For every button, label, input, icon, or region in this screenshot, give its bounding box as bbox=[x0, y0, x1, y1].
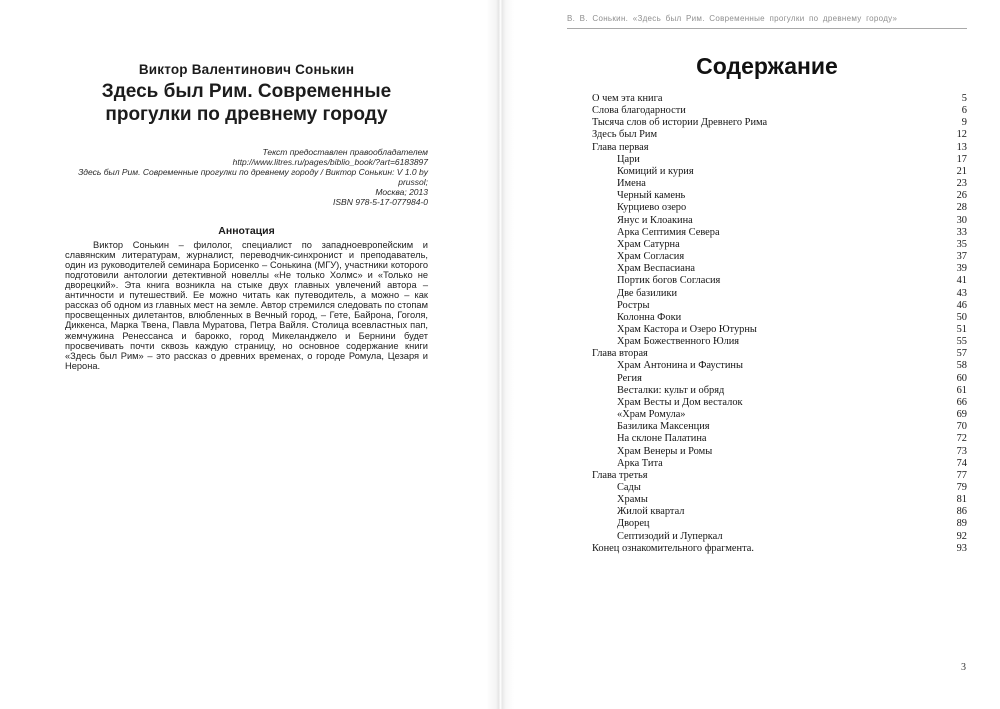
toc-entry-title[interactable]: Черный камень bbox=[617, 190, 686, 202]
running-header: В. В. Сонькин. «Здесь был Рим. Современные прогулки по древнему городу» bbox=[567, 14, 967, 29]
toc-entry-title[interactable]: Арка Септимия Севера bbox=[617, 226, 720, 238]
toc-entry-page: 70 bbox=[956, 421, 967, 433]
toc-row bbox=[592, 409, 967, 421]
toc-entry-title[interactable]: Две базилики bbox=[617, 287, 678, 299]
toc-row bbox=[592, 543, 967, 555]
credit-line: ISBN 978-5-17-077984-0 bbox=[333, 196, 428, 207]
toc-row bbox=[592, 458, 967, 470]
toc-entry-page: 23 bbox=[956, 178, 967, 190]
toc-entry-title[interactable]: Цари bbox=[617, 153, 640, 165]
author-name: Виктор Валентинович Сонькин bbox=[138, 62, 355, 77]
toc-entry-title[interactable]: Глава вторая bbox=[592, 348, 648, 360]
toc-entry-page: 26 bbox=[956, 190, 967, 202]
toc-entry-page: 43 bbox=[956, 287, 967, 299]
toc-entry-title[interactable]: Храмы bbox=[617, 494, 648, 506]
toc-entry-title[interactable]: Глава третья bbox=[592, 469, 648, 481]
toc-entry-title[interactable]: Тысяча слов об истории Древнего Рима bbox=[592, 117, 768, 129]
toc-heading: Содержание bbox=[696, 53, 838, 79]
toc-entry-page: 60 bbox=[956, 372, 967, 384]
toc-row bbox=[592, 215, 967, 227]
toc-entry-page: 58 bbox=[956, 360, 967, 372]
toc-entry-page: 86 bbox=[956, 506, 967, 518]
toc-row bbox=[592, 239, 967, 251]
toc-row bbox=[592, 446, 967, 458]
toc-entry-page: 89 bbox=[956, 518, 967, 530]
credit-line: Москва; 2013 bbox=[375, 186, 428, 197]
toc-entry-page: 74 bbox=[956, 457, 967, 469]
book-title-line1: Здесь был Рим. Современные bbox=[101, 81, 392, 102]
toc-row bbox=[592, 470, 967, 482]
toc-entry-page: 13 bbox=[956, 141, 967, 153]
toc-entry-title[interactable]: Храм Венеры и Ромы bbox=[617, 445, 713, 457]
toc-entry-page: 37 bbox=[956, 251, 967, 263]
toc-entry-title[interactable]: На склоне Палатина bbox=[617, 433, 707, 445]
credit-line-url: http://www.litres.ru/pages/biblio_book/?art=6183897 bbox=[232, 156, 428, 167]
toc-entry-title[interactable]: Слова благодарности bbox=[592, 105, 686, 117]
toc-row bbox=[592, 275, 967, 287]
toc-entry-title[interactable]: Курциево озеро bbox=[617, 202, 687, 214]
toc-entry-title[interactable]: Здесь был Рим bbox=[592, 129, 658, 141]
toc-entry-page: 66 bbox=[956, 396, 967, 408]
table-of-contents bbox=[592, 93, 967, 555]
toc-entry-page: 39 bbox=[956, 263, 967, 275]
toc-row bbox=[592, 117, 967, 129]
toc-entry-page: 28 bbox=[956, 202, 967, 214]
contents-page bbox=[500, 0, 1000, 709]
toc-row bbox=[592, 336, 967, 348]
annotation-text: Виктор Сонькин – филолог, специалист по западноевропейским и славянским литературам, журналист, переводчик-синхронист и преподаватель, один из руководителей семинара Борисенко – Сонькина (МГУ), участники которого подготовили антологии детективной новеллы «Не только Холмс» и «Только не дворецкий». Эта книга возникла на стыке двух главных увлечений автора – античности и путешествий. Ее можно читать как путеводитель, а можно – как рассказ об одном из главных мест на земле. Автор стремился следовать по стопам просвещенных дилетантов, влюбленных в Вечный город, – Гете, Байрона, Гоголя, Диккенса, Марка Твена, Павла Муратова, Петра Вайля. Столица всевластных пап, жемчужина Ренессанса и барокко, город Микеланджело и Бернини будет просвечивать почти сквозь каждую страницу, но основное содержание книги «Здесь был Рим» – это рассказ о древних временах, о городе Ромула, Цезаря и Нерона. bbox=[65, 239, 428, 371]
toc-entry-page: 57 bbox=[956, 348, 967, 360]
toc-entry-page: 33 bbox=[956, 226, 967, 238]
toc-entry-page: 61 bbox=[956, 384, 967, 396]
toc-entry-title[interactable]: Весталки: культ и обряд bbox=[617, 384, 725, 396]
toc-row bbox=[592, 227, 967, 239]
toc-entry-title[interactable]: О чем эта книга bbox=[592, 93, 663, 104]
toc-row bbox=[592, 433, 967, 445]
toc-row bbox=[592, 494, 967, 506]
page-number: 3 bbox=[961, 662, 966, 673]
toc-entry-title[interactable]: Храм Кастора и Озеро Ютурны bbox=[617, 323, 757, 335]
toc-entry-page: 81 bbox=[956, 494, 967, 506]
toc-entry-title[interactable]: Храм Согласия bbox=[617, 251, 685, 263]
toc-entry-page: 72 bbox=[956, 433, 967, 445]
toc-row bbox=[592, 129, 967, 141]
toc-entry-title[interactable]: Септизодий и Луперкал bbox=[617, 530, 723, 542]
toc-entry-title[interactable]: Портик богов Согласия bbox=[617, 275, 721, 287]
toc-entry-title[interactable]: Храм Антонина и Фаустины bbox=[617, 360, 743, 372]
toc-entry-page: 12 bbox=[956, 129, 967, 141]
toc-row bbox=[592, 190, 967, 202]
toc-entry-title[interactable]: Сады bbox=[617, 482, 641, 493]
toc-entry-page: 30 bbox=[956, 214, 967, 226]
toc-entry-title[interactable]: «Храм Ромула» bbox=[617, 409, 686, 421]
toc-entry-page: 17 bbox=[956, 153, 967, 165]
credit-line: Здесь был Рим. Современные прогулки по древнему городу / Виктор Сонькин: V 1.0 by prussol; bbox=[78, 166, 428, 187]
toc-entry-title[interactable]: Храм Божественного Юлия bbox=[617, 336, 740, 348]
toc-row bbox=[592, 360, 967, 372]
toc-entry-page: 6 bbox=[961, 105, 967, 117]
toc-entry-title[interactable]: Храм Веспасиана bbox=[617, 263, 696, 275]
toc-entry-page: 46 bbox=[956, 299, 967, 311]
toc-entry-page: 41 bbox=[956, 275, 967, 287]
book-title bbox=[65, 81, 428, 127]
toc-entry-page: 69 bbox=[956, 409, 967, 421]
toc-row bbox=[592, 482, 967, 494]
toc-entry-page: 5 bbox=[961, 93, 967, 104]
toc-entry-page: 50 bbox=[956, 311, 967, 323]
toc-row bbox=[592, 373, 967, 385]
toc-row bbox=[592, 397, 967, 409]
toc-entry-page: 77 bbox=[956, 469, 967, 481]
toc-entry-title[interactable]: Дворец bbox=[617, 518, 650, 530]
toc-entry-title[interactable]: Комиций и курия bbox=[617, 165, 694, 177]
toc-row bbox=[592, 263, 967, 275]
toc-entry-page: 35 bbox=[956, 238, 967, 250]
toc-row bbox=[592, 105, 967, 117]
toc-row bbox=[592, 385, 967, 397]
toc-row bbox=[592, 288, 967, 300]
toc-entry-page: 55 bbox=[956, 336, 967, 348]
toc-row bbox=[592, 300, 967, 312]
toc-row bbox=[592, 251, 967, 263]
toc-entry-title[interactable]: Храм Сатурна bbox=[617, 238, 680, 250]
toc-row bbox=[592, 324, 967, 336]
toc-entry-title[interactable]: Регия bbox=[617, 372, 642, 384]
toc-entry-title[interactable]: Конец ознакомительного фрагмента. bbox=[592, 542, 754, 554]
publication-credits bbox=[65, 147, 428, 207]
toc-entry-title[interactable]: Имена bbox=[617, 178, 646, 190]
toc-entry-page: 51 bbox=[956, 323, 967, 335]
toc-row bbox=[592, 166, 967, 178]
toc-entry-title[interactable]: Храм Весты и Дом весталок bbox=[617, 396, 743, 408]
book-title-line2: прогулки по древнему городу bbox=[105, 103, 388, 125]
toc-entry-title[interactable]: Жилой квартал bbox=[617, 506, 685, 518]
toc-entry-title[interactable]: Глава первая bbox=[592, 141, 649, 153]
toc-entry-title[interactable]: Колонна Фоки bbox=[617, 311, 682, 323]
toc-row bbox=[592, 506, 967, 518]
toc-entry-page: 9 bbox=[961, 117, 967, 129]
toc-entry-page: 92 bbox=[956, 530, 967, 542]
toc-row bbox=[592, 154, 967, 166]
toc-row bbox=[592, 348, 967, 360]
toc-entry-title[interactable]: Арка Тита bbox=[617, 457, 663, 469]
toc-entry-title[interactable]: Базилика Максенция bbox=[617, 421, 710, 433]
toc-row bbox=[592, 93, 967, 105]
toc-entry-page: 73 bbox=[956, 445, 967, 457]
toc-row bbox=[592, 202, 967, 214]
toc-row bbox=[592, 518, 967, 530]
toc-row bbox=[592, 142, 967, 154]
toc-row bbox=[592, 421, 967, 433]
toc-entry-page: 79 bbox=[956, 482, 967, 493]
toc-entry-page: 93 bbox=[956, 542, 967, 554]
toc-entry-page: 21 bbox=[956, 165, 967, 177]
annotation-heading: Аннотация bbox=[218, 224, 275, 237]
toc-row bbox=[592, 312, 967, 324]
toc-row bbox=[592, 531, 967, 543]
credit-line: Текст предоставлен правообладателем bbox=[262, 146, 428, 157]
toc-entry-title[interactable]: Ростры bbox=[617, 299, 650, 311]
toc-entry-title[interactable]: Янус и Клоакина bbox=[617, 214, 693, 226]
toc-row bbox=[592, 178, 967, 190]
